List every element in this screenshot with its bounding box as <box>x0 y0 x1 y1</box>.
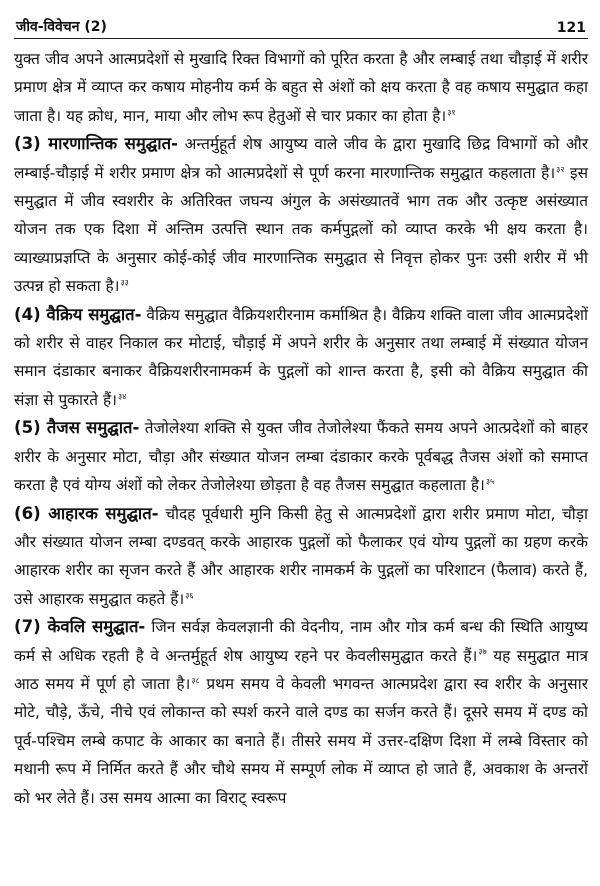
page-number: 121 <box>556 20 586 36</box>
paragraph-kevali <box>14 613 588 812</box>
paragraph-aharaka <box>14 500 588 614</box>
running-header <box>14 10 588 39</box>
footnote-marker: ३५ <box>485 476 495 486</box>
section-heading: (3) मारणान्तिक समुद्घात- <box>14 134 178 154</box>
footnote-marker: ३७ <box>478 647 487 657</box>
body-text <box>14 45 588 812</box>
section-heading: (7) केवलि समुद्घात- <box>14 617 146 637</box>
footnote-marker: ३१ <box>447 107 456 117</box>
footnote-marker: ३२ <box>556 164 565 174</box>
paragraph-text: जिन सर्वज्ञ केवलज्ञानी की वेदनीय, नाम और गोत्र कर्म बन्ध की स्थिति आयुष्य कर्म से अधिक रहती है वे अन्तर्मुहूर्त शेष आयुष्य रहने पर केवलीसमुद्घात करते हैं। <box>14 618 588 665</box>
paragraph-text: चौदह पूर्वधारी मुनि किसी हेतु से आत्मप्रदेशों द्वारा शरीर प्रमाण मोटा, चौड़ा और संख्यात योजन लम्बा दण्डवत् करके आहारक पुद्गलों को फैलाकर एवं योग्य पुद्गलों का ग्रहण करके आहारक शरीर का सृजन करते हैं और आहारक शरीर नामकर्म के पुद्गलों का परिशाटन (फैलाव) करते हैं, उसे आहारक समुद्घात कहते हैं। <box>14 504 588 608</box>
footnote-marker: ३८ <box>191 675 200 685</box>
paragraph-text: इस समुद्घात में जीव स्वशरीर के अतिरिक्त जघन्य अंगुल के असंख्यातवें भाग तक और उत्कृष्ट असंख्यात योजन तक एक दिशा में अन्तिम उत्पत्ति स्थान तक कर्मपुद्गलों को व्याप्त करके भी क्षय करता है। व्याख्याप्रज्ञप्ति के अनुसार कोई-कोई जीव मारणान्तिक समुद्घात से निवृत्त होकर पुनः उसी शरीर में भी उत्पन्न हो सकता है। <box>14 163 588 296</box>
chapter-title: जीव-विवेचन (2) <box>16 19 107 35</box>
section-heading: (4) वैक्रिय समुद्घात- <box>14 304 142 324</box>
footnote-marker: ३६ <box>185 590 194 600</box>
paragraph-text: तेजोलेश्या शक्ति से युक्त जीव तेजोलेश्या फैंकते समय अपने आत्प्रदेशों को बाहर शरीर के अनुसार मोटा, चौड़ा और संख्यात योजन लम्बा दंडाकार करके पूर्वबद्ध तैजस अंशों को समाप्त करता है एवं योग्य अंशों को लेकर तेजोलेश्या छोड़ता है वह तैजस समुद्घात कहलाता है। <box>14 419 588 495</box>
section-heading: (5) तैजस समुद्घात- <box>14 418 140 438</box>
paragraph-text: यह समुद्घात मात्र आठ समय में पूर्ण हो जाता है। <box>14 646 588 693</box>
paragraph-maranantika <box>14 130 588 300</box>
paragraph-text: वैक्रिय समुद्घात वैक्रियशरीरनाम कर्माश्रित है। वैक्रिय शक्ति वाला जीव आत्मप्रदेशों को शरीर से वाहर निकाल कर मोटाई, चौड़ाई में अपने शरीर के अनुसार तथा लम्बाई में संख्यात योजन समान दंडाकार बनाकर वैक्रियशरीरनामकर्म के पुद्गलों को शान्त करता है, इसी को वैक्रिय समुद्घात की संज्ञा से पुकारते हैं। <box>14 305 588 409</box>
paragraph-text: युक्त जीव अपने आत्मप्रदेशों से मुखादि रिक्त विभागों को पूरित करता है और लम्बाई तथा चौड़ाई में शरीर प्रमाण क्षेत्र में व्याप्त कर कषाय मोहनीय कर्म के बहुत से अंशों को क्षय करता है वह कषाय समुद्घात कहा जाता है। यह क्रोध, मान, माया और लोभ रूप हेतुओं से चार प्रकार का होता है। <box>14 50 588 125</box>
section-heading: (6) आहारक समुद्घात- <box>14 503 159 523</box>
paragraph-text: प्रथम समय वे केवली भगवन्त आत्मप्रदेश द्वारा स्व शरीर के अनुसार मोटे, चौड़े, ऊँचे, नीचे एवं लोकान्त को स्पर्श करने वाले दण्ड का सर्जन करते हैं। दूसरे समय में दण्ड को पूर्व-पश्चिम लम्बे कपाट के आकार का बनाते हैं। तीसरे समय में उत्तर-दक्षिण दिशा में लम्बे विस्तार को मथानी रूप में निर्मित करते हैं और चौथे समय में सम्पूर्ण लोक में व्याप्त हो जाते हैं, अवकाश के अन्तरों को भर लेते हैं। उस समय आत्मा का विराट् स्वरूप <box>14 674 588 807</box>
paragraph-vaikriya <box>14 301 588 415</box>
paragraph-taijasa <box>14 414 588 499</box>
paragraph-kashaya-continuation <box>14 45 588 130</box>
paragraph-text: अन्तर्मुहूर्त शेष आयुष्य वाले जीव के द्वारा मुखादि छिद्र विभागों को और लम्बाई-चौड़ाई में शरीर प्रमाण क्षेत्र को आत्मप्रदेशों से पूर्ण करना मारणान्तिक समुद्घात कहलाता है। <box>14 135 588 182</box>
footnote-marker: ३४ <box>117 391 127 401</box>
footnote-marker: ३३ <box>120 278 129 288</box>
